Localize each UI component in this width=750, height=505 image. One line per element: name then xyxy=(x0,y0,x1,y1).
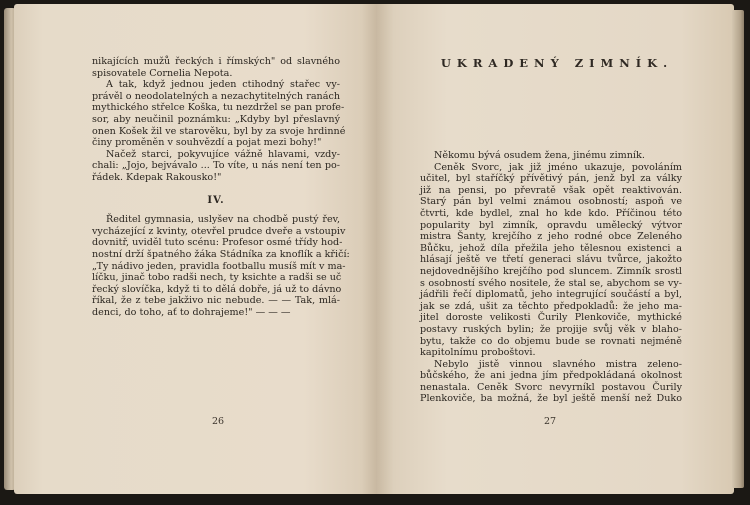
text-line: jitel doroste velikosti Čurily Plenkoviče, mythické xyxy=(420,312,682,324)
text-line: Bůčku, jehož díla přežila jeho tělesnou existenci a xyxy=(420,242,682,254)
text-line: denci, do toho, ať to dohrajeme!" — — — xyxy=(92,306,291,318)
text-line: líčku, jinač tobo radši nech, ty ksichte a radši se uč xyxy=(92,272,342,284)
text-line: nejdovednějšího krejčího pod sluncem. Zimník srostl xyxy=(420,265,682,277)
text-line: jak se zdá, ušit za těchto předpokladů: že jeho ma- xyxy=(420,300,682,312)
page-number: 26 xyxy=(212,416,225,427)
text-line: dovnitř, uviděl tuto scénu: Profesor osmé třídy hod- xyxy=(92,237,343,249)
text-line: s osobností svého nositele, že stal se, abychom se vy- xyxy=(420,277,682,289)
text-line: řecký slovíčka, když ti to dělá dobře, já už to dávno xyxy=(92,283,342,295)
text-line: vycházející z kvinty, otevřel prudce dveře a vstoupiv xyxy=(92,225,346,237)
text-line: Ceněk Svorc, jak již jméno ukazuje, povoláním xyxy=(434,161,682,173)
text-line: postavy ruských bylin; že projije svůj věk v blaho- xyxy=(420,323,682,335)
text-line: hlásají ještě ve třetí generaci slávu tvůrce, jakožto xyxy=(420,254,682,266)
text-line: říkal, že z tebe jakživo nic nebude. — — Tak, mlá- xyxy=(92,295,340,307)
text-line: činy proměněn v souhvězdí a pojat mezi bohy!" xyxy=(92,137,322,149)
left-page-text xyxy=(92,56,350,318)
text-line: Někomu bývá osudem žena, jinému zimník. xyxy=(434,150,645,161)
text-line: onen Košek žil ve starověku, byl by za svoje hrdinné xyxy=(92,125,346,137)
text-line: kapitolnímu proboštovi. xyxy=(420,347,536,359)
text-line: sor, aby neučinil poznámku: „Kdyby byl přeslavný xyxy=(92,113,340,125)
right-page-edges xyxy=(732,10,744,488)
chapter-title: UKRADENÝ ZIMNÍK. xyxy=(440,56,674,70)
text-line: Starý pán byl velmi známou osobností; aspoň ve xyxy=(420,196,682,208)
page-number: 27 xyxy=(544,416,557,427)
text-line: učitel, byl staříčký přívětivý pán, jenž byl za války xyxy=(420,173,682,185)
text-line: nikajících mužů řeckých i římských" od slavného xyxy=(92,56,340,67)
text-line: Nebylo jistě vinnou slavného mistra zeleno- xyxy=(434,358,682,370)
text-line: řádek. Kdepak Rakousko!" xyxy=(92,171,222,183)
text-line: Ředitel gymnasia, uslyšev na chodbě pustý řev, xyxy=(106,214,340,226)
text-line: Plenkoviče, ba možná, že byl ještě menší než Duko xyxy=(420,393,682,405)
text-line: nenastala. Ceněk Svorc nevyrníkl postavou Čurily xyxy=(420,381,682,393)
text-line: jádřili řečí diplomatů, jeho integrující součástí a byl, xyxy=(420,289,682,301)
text-line: „Ty nádivo jeden, pravidla footballu musíš mít v ma- xyxy=(92,260,346,272)
section-heading: IV. xyxy=(207,194,225,206)
text-line: bůčského, že ani jedna jím předpokládaná okolnost xyxy=(420,370,682,382)
text-line: již na pensi, po převratě však opět reaktivován. xyxy=(420,184,682,196)
text-line: spisovatele Cornelia Nepota. xyxy=(92,67,233,79)
text-line: čtvrti, kde bydlel, znal ho kde kdo. Příčinou této xyxy=(420,207,682,219)
right-page-text xyxy=(420,150,682,405)
text-line: chali: „Jojo, bejvávalo ... To víte, u nás není ten po- xyxy=(92,160,340,172)
text-line: mistra Šanty, krejčího z jeho rodné obce Zeleného xyxy=(420,231,682,243)
text-line: právěl o neodolatelných a nezachytitelných ranách xyxy=(92,90,340,102)
text-line: mythického střelce Koška, tu nezdržel se pan profe- xyxy=(92,102,345,114)
right-page xyxy=(376,4,734,494)
text-line: Načež starci, pokyvujíce vážně hlavami, vzdy- xyxy=(106,148,340,160)
text-line: bytu, takže co do objemu bude se rovnati nejméně xyxy=(420,335,682,347)
left-page xyxy=(14,4,376,494)
text-line: A tak, když jednou jeden ctihodný stařec vy- xyxy=(106,79,340,91)
text-line: nostní drží špatného žáka Stádníka za knoflík a křičí: xyxy=(92,248,350,260)
text-line: popularity byl zimník, opravdu umělecký výtvor xyxy=(420,219,682,231)
